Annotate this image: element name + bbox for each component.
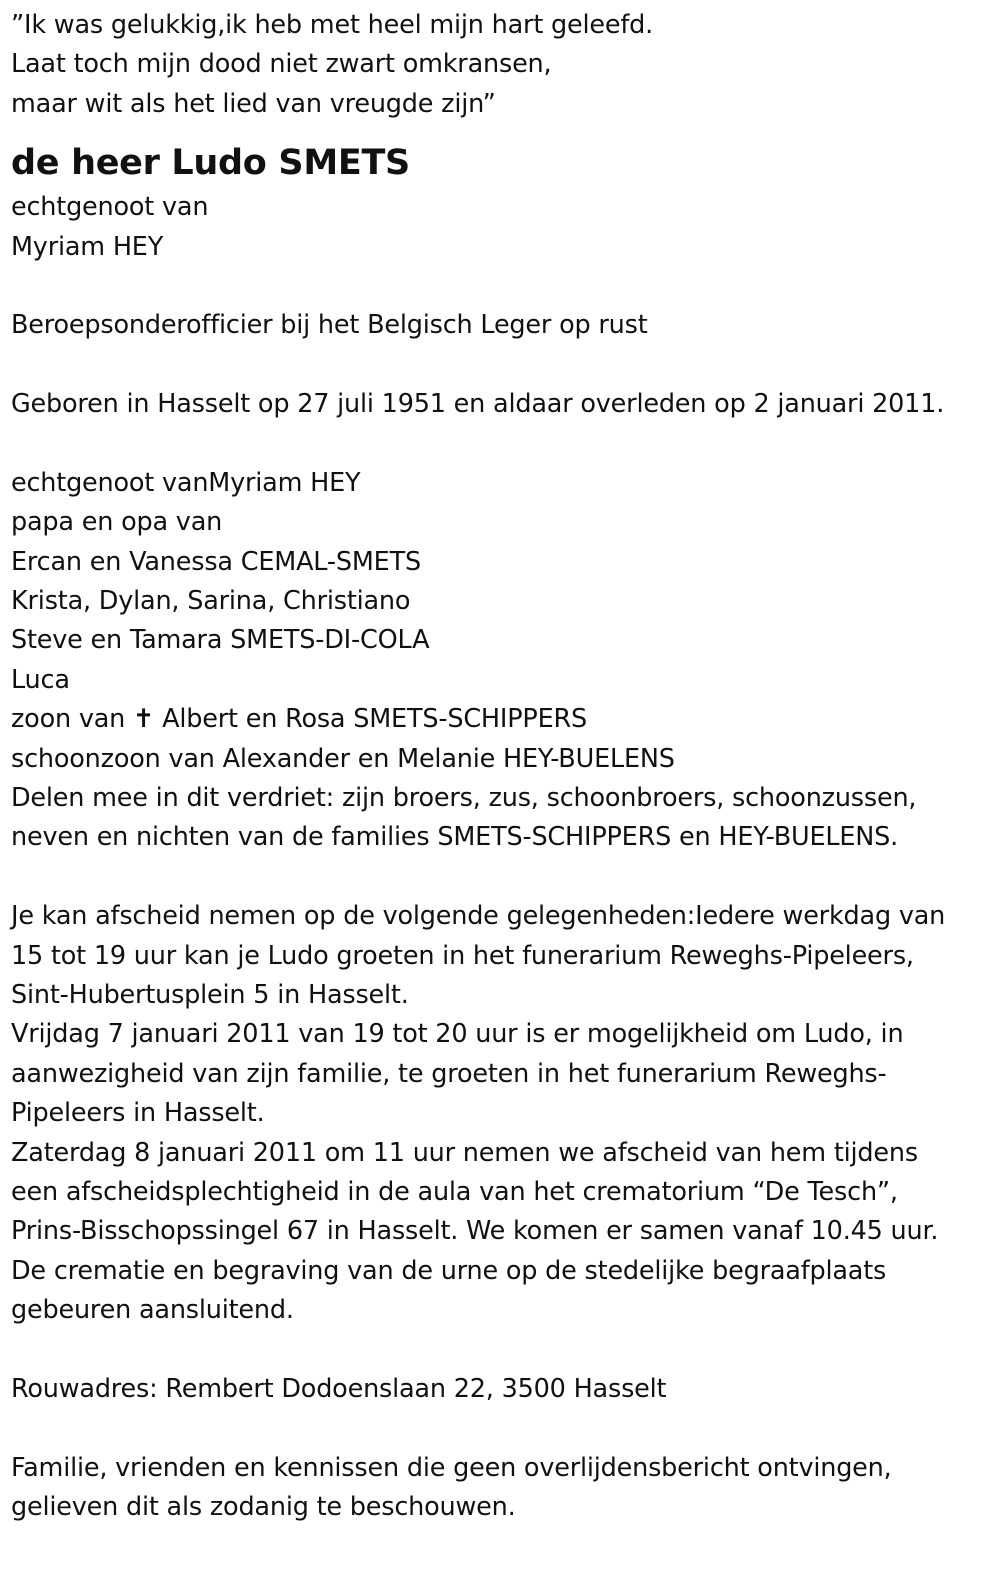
spacer [11,1331,991,1370]
quote-line: maar wit als het lied van vreugde zijn” [11,88,496,119]
farewell-line: Pipeleers in Hasselt. [11,1098,265,1129]
cross-icon: ✝ [133,704,155,735]
obituary-notice [11,6,991,1527]
quote-line: Laat toch mijn dood niet zwart omkransen, [11,49,552,80]
farewell-line: Sint-Hubertusplein 5 in Hasselt. [11,979,409,1010]
spacer [11,1409,991,1448]
family-line: Steve en Tamara SMETS-DI-COLA [11,625,430,656]
spacer [11,858,991,897]
spacer [11,346,991,385]
farewell-line: gebeuren aansluitend. [11,1295,294,1326]
deceased-name: de heer Ludo SMETS [11,143,410,184]
closing-line: Familie, vrienden en kennissen die geen overlijdensbericht ontvingen, [11,1452,892,1483]
spouse-name: Myriam HEY [11,231,164,262]
family-line: Luca [11,664,70,695]
family-line: echtgenoot vanMyriam HEY [11,467,361,498]
family-line: Delen mee in dit verdriet: zijn broers, zus, schoonbroers, schoonzussen, [11,783,917,814]
family-list [11,464,991,858]
family-line: neven en nichten van de families SMETS-SCHIPPERS en HEY-BUELENS. [11,822,899,853]
son-of-parents: Albert en Rosa SMETS-SCHIPPERS [154,704,587,735]
farewell-line: een afscheidsplechtigheid in de aula van het crematorium “De Tesch”, [11,1176,898,1207]
opening-quote [11,6,991,124]
family-line: Ercan en Vanessa CEMAL-SMETS [11,546,421,577]
farewell-line: Zaterdag 8 januari 2011 om 11 uur nemen we afscheid van hem tijdens [11,1137,918,1168]
farewell-line: aanwezigheid van zijn familie, te groeten in het funerarium Reweghs- [11,1058,887,1089]
son-of-prefix: zoon van [11,704,134,735]
farewell-line: Je kan afscheid nemen op de volgende gelegenheden:Iedere werkdag van [11,901,946,932]
profession: Beroepsonderofficier bij het Belgisch Leger op rust [11,310,648,341]
family-line: schoonzoon van Alexander en Melanie HEY-BUELENS [11,743,675,774]
birth-death-statement: Geboren in Hasselt op 27 juli 1951 en aldaar overleden op 2 januari 2011. [11,389,945,420]
spacer [11,267,991,306]
quote-line: ”Ik was gelukkig,ik heb met heel mijn hart geleefd. [11,10,654,40]
farewell-line: Vrijdag 7 januari 2011 van 19 tot 20 uur is er mogelijkheid om Ludo, in [11,1019,904,1050]
closing-note [11,1449,991,1528]
family-line: papa en opa van [11,507,223,538]
closing-line: gelieven dit als zodanig te beschouwen. [11,1492,516,1523]
farewell-line: De crematie en begraving van de urne op de stedelijke begraafplaats [11,1255,887,1286]
spouse-intro [11,188,991,267]
spacer [11,425,991,464]
farewell-details [11,897,991,1330]
son-of-line [11,700,991,739]
family-line: Krista, Dylan, Sarina, Christiano [11,586,411,617]
farewell-line: Prins-Bisschopssingel 67 in Hasselt. We komen er samen vanaf 10.45 uur. [11,1216,939,1247]
spouse-label: echtgenoot van [11,192,209,223]
mourning-address: Rouwadres: Rembert Dodoenslaan 22, 3500 Hasselt [11,1373,667,1404]
farewell-line: 15 tot 19 uur kan je Ludo groeten in het funerarium Reweghs-Pipeleers, [11,940,914,971]
